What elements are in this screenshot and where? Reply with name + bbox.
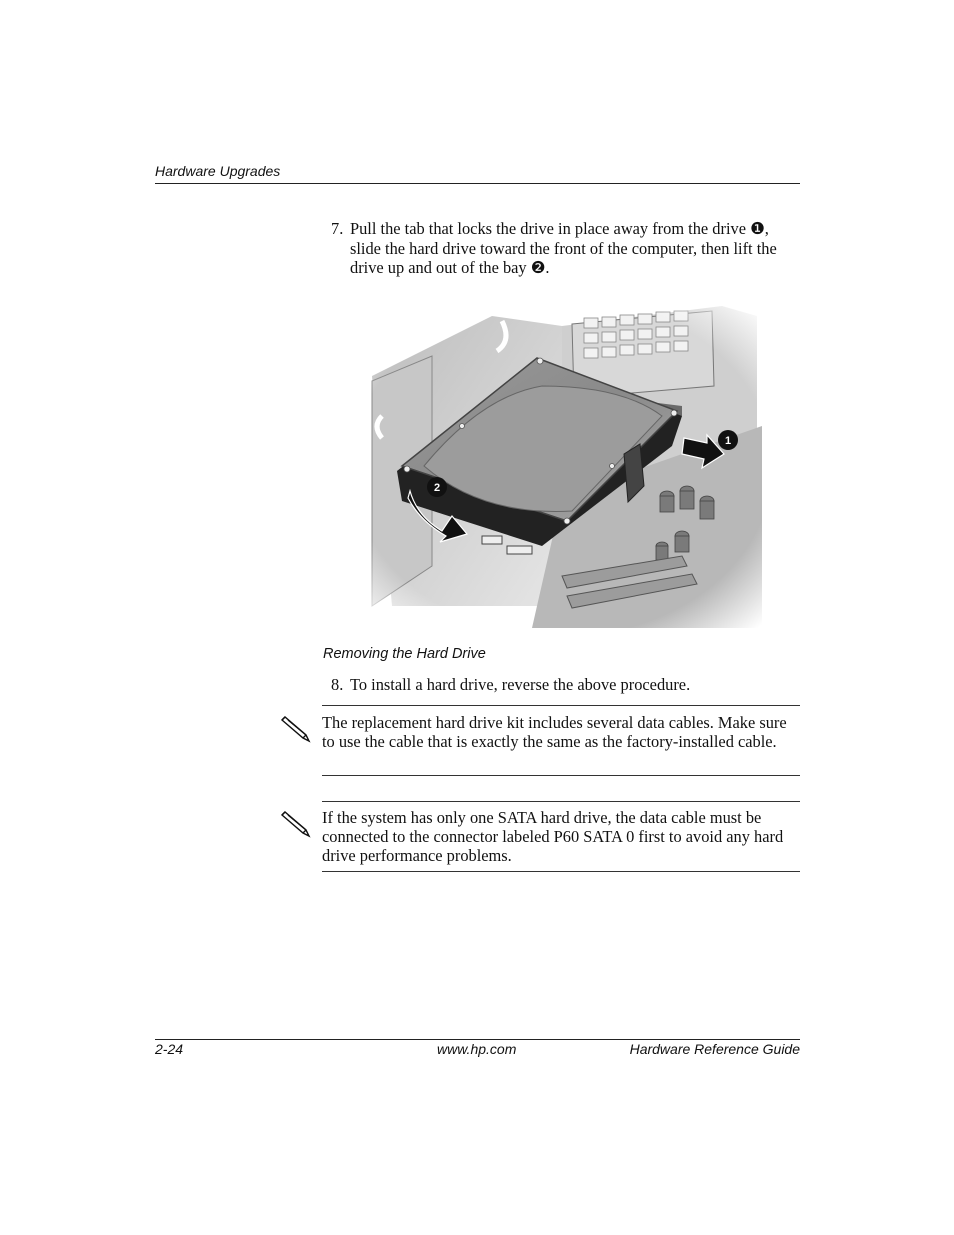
step-text: Pull the tab that locks the drive in place away from the drive ❶, slide the hard drive toward the front of the computer, then lift the drive up and out of the bay ❷. — [350, 219, 777, 277]
step-text: To install a hard drive, reverse the above procedure. — [350, 675, 691, 694]
note-text: If the system has only one SATA hard drive, the data cable must be connected to the connector labeled P60 SATA 0 first to avoid any hard drive performance problems. — [322, 808, 784, 865]
note-rule-bottom — [322, 775, 800, 776]
header-rule — [155, 183, 800, 184]
figure-caption: Removing the Hard Drive — [323, 646, 486, 662]
running-header: Hardware Upgrades — [155, 163, 281, 179]
note-rule-bottom — [322, 871, 800, 872]
step-number: 7. — [331, 219, 344, 238]
pencil-note-icon — [279, 811, 313, 839]
note-rule-top — [322, 801, 800, 802]
step-8 — [331, 675, 801, 695]
page-number: 2-24 — [155, 1041, 184, 1057]
footer-rule — [155, 1039, 800, 1040]
footer-url: www.hp.com — [437, 1041, 517, 1057]
step-7 — [331, 219, 801, 278]
pencil-note-icon — [279, 716, 313, 744]
hard-drive-removal-illustration — [362, 306, 762, 628]
note-text: The replacement hard drive kit includes several data cables. Make sure to use the cable that is exactly the same as the factory-installed cable. — [322, 713, 787, 751]
note-rule-top — [322, 705, 800, 706]
step-number: 8. — [331, 675, 344, 694]
guide-title: Hardware Reference Guide — [629, 1041, 800, 1057]
